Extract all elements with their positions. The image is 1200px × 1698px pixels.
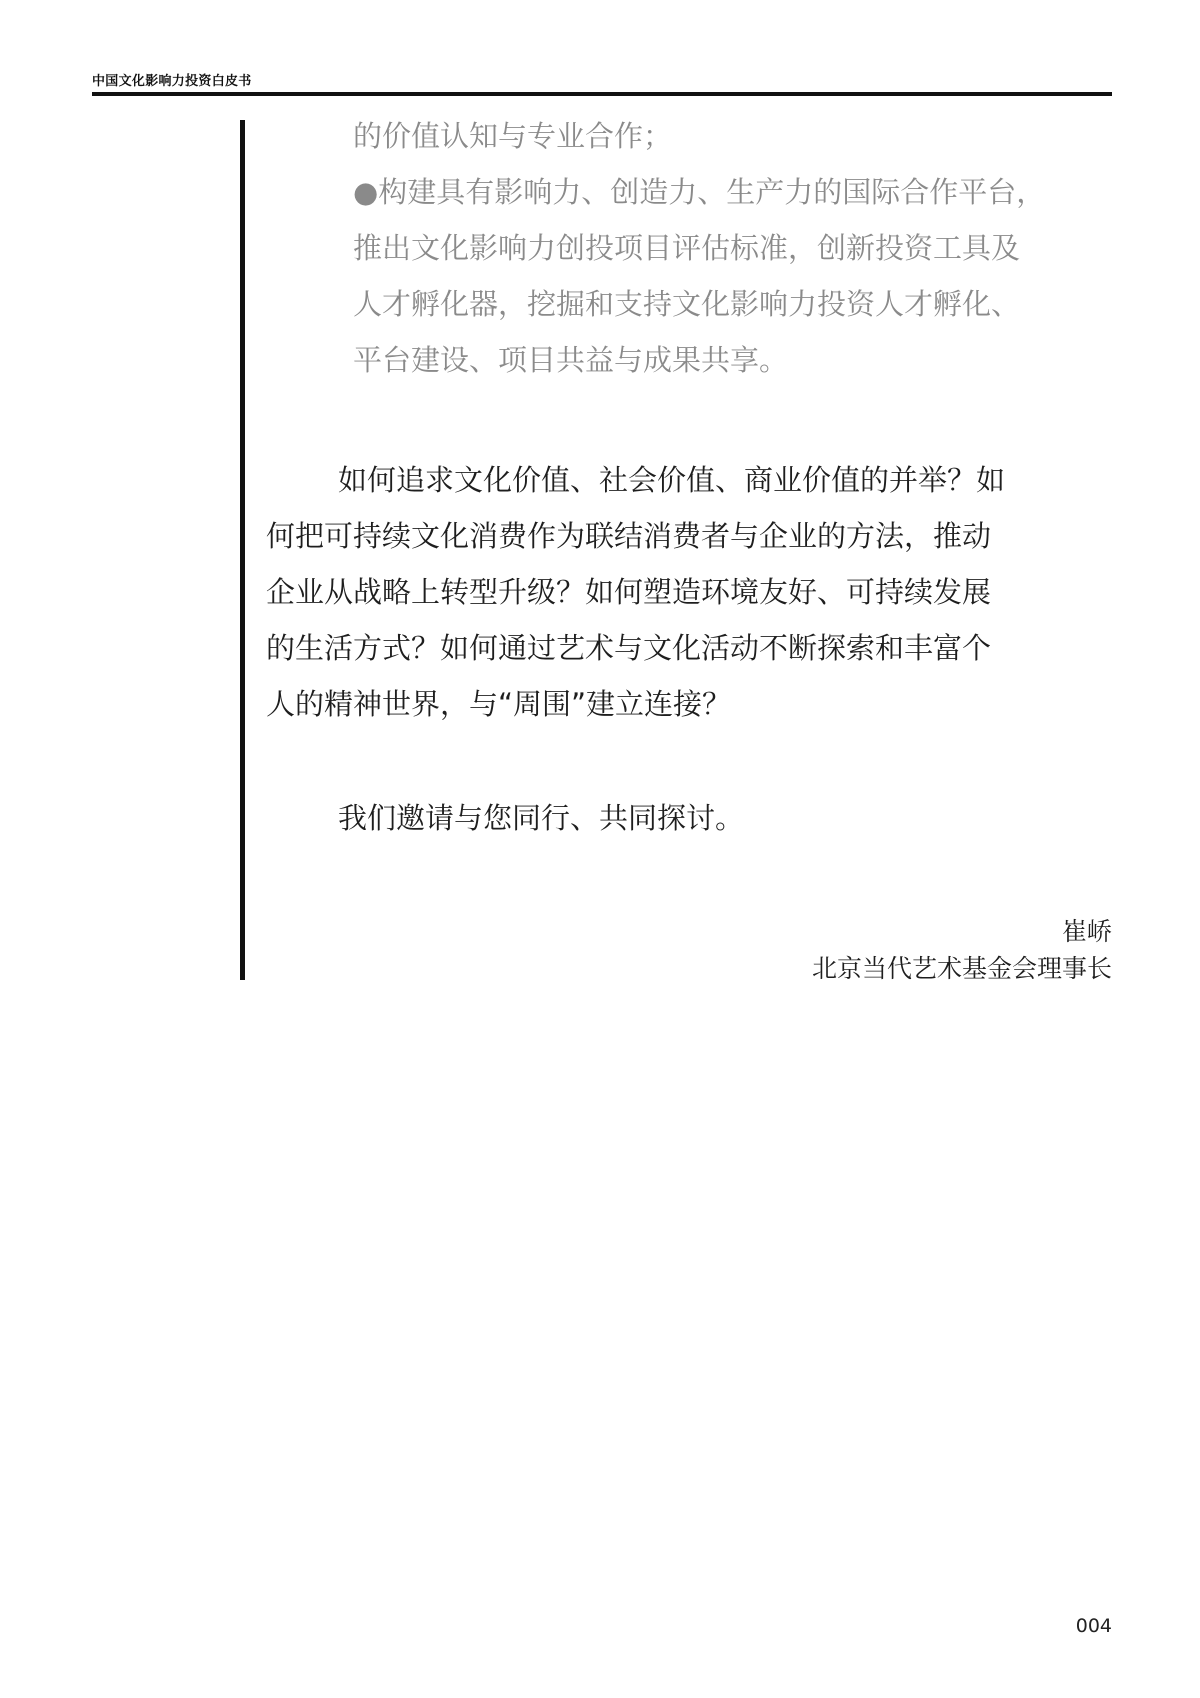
quote-line: 推出文化影响力创投项目评估标准，创新投资工具及 [353,231,1021,265]
highlighted-quote [353,108,1123,388]
page-number: 004 [1075,1615,1112,1637]
paragraph-line: 如何追求文化价值、社会价值、商业价值的并举？如 [338,463,1006,497]
paragraph-line: 企业从战略上转型升级？如何塑造环境友好、可持续发展 [266,575,992,609]
signature-block [812,913,1112,987]
quote-line: 平台建设、项目共益与成果共享。 [353,343,789,377]
header-rule [92,92,1112,96]
signature-name: 崔峤 [1061,917,1112,946]
invitation-paragraph [266,790,1126,846]
paragraph-line: 的生活方式？如何通过艺术与文化活动不断探索和丰富个 [266,631,992,665]
signature-title: 北京当代艺术基金会理事长 [811,954,1112,983]
margin-bar [240,120,245,980]
paragraph-line: 人的精神世界，与“周围”建立连接？ [266,687,732,721]
quote-line: 的价值认知与专业合作； [353,119,673,153]
paragraph-line: 何把可持续文化消费作为联结消费者与企业的方法，推动 [266,519,992,553]
paragraph-line: 我们邀请与您同行、共同探讨。 [338,801,745,835]
body-paragraph [266,452,1126,732]
quote-line: 人才孵化器，挖掘和支持文化影响力投资人才孵化、 [353,287,1021,321]
running-header-title: 中国文化影响力投资白皮书 [92,74,252,89]
quote-line: ●构建具有影响力、创造力、生产力的国际合作平台， [353,175,1046,209]
